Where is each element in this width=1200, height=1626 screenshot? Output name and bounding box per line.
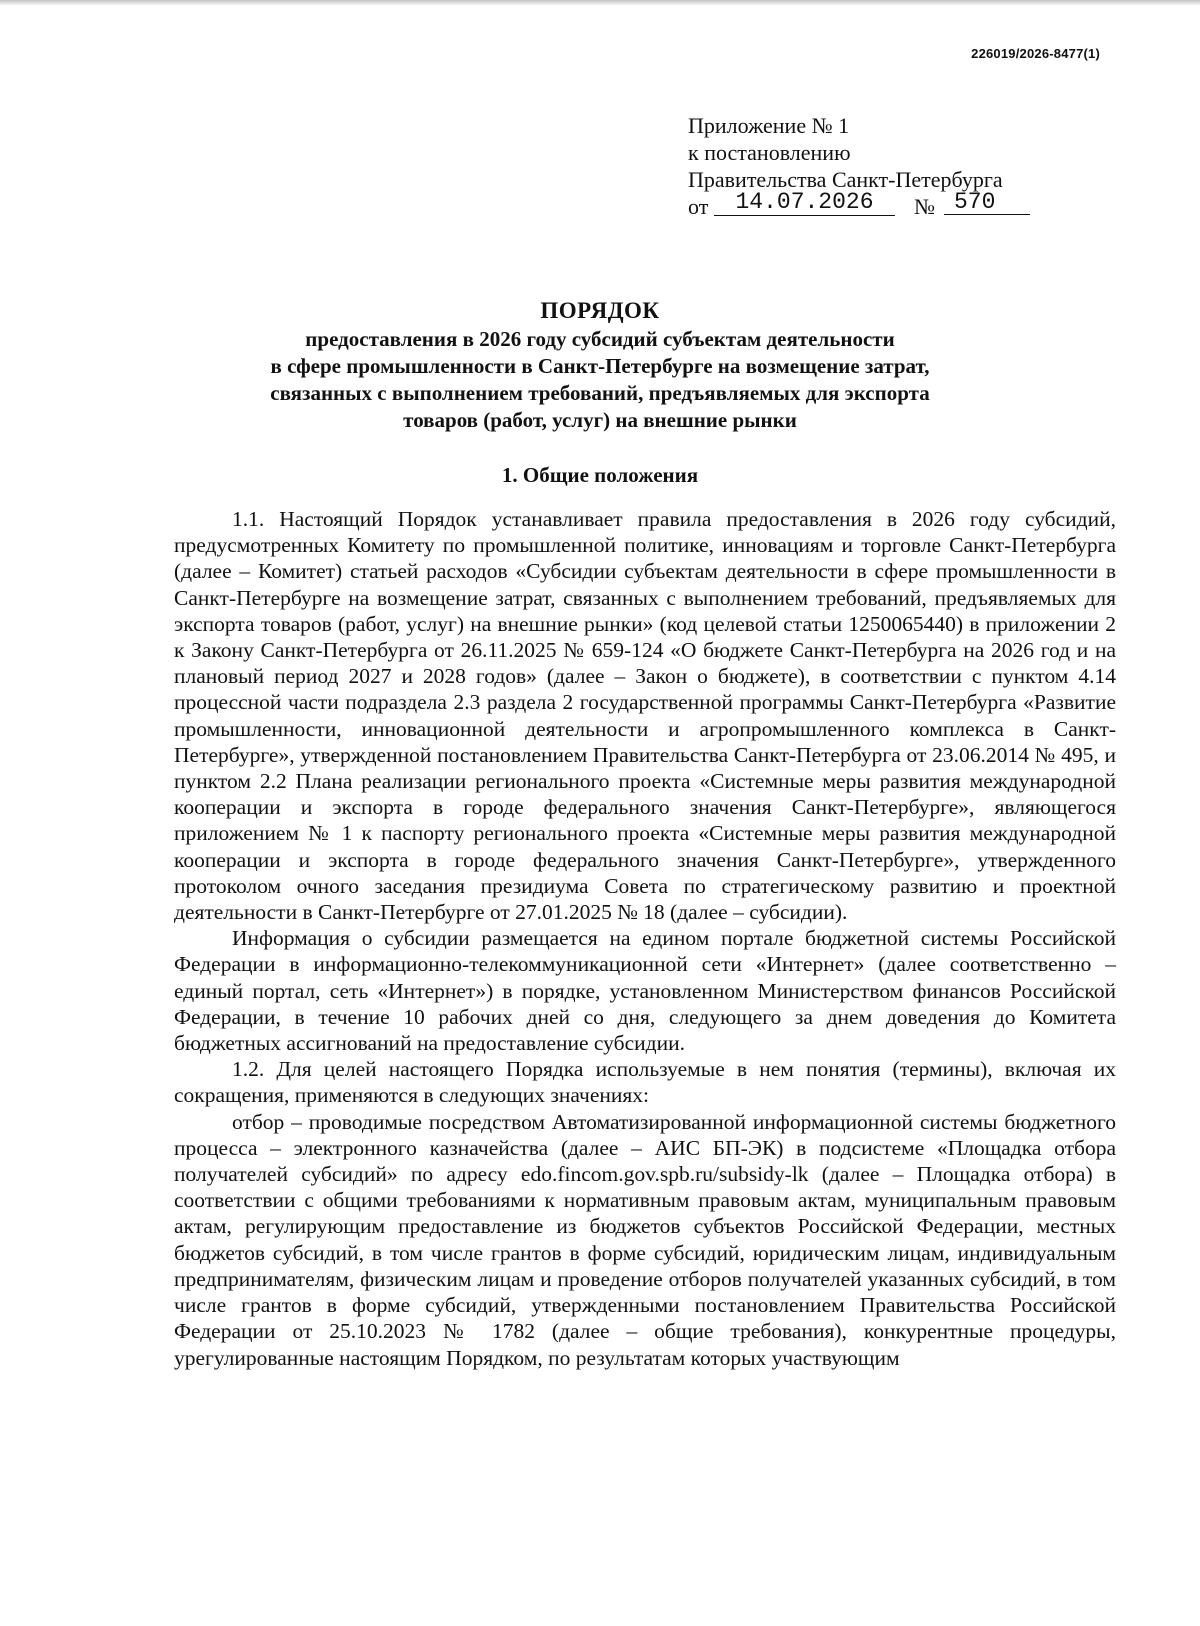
document-title (0, 296, 1200, 434)
appendix-line-2: к постановлению (688, 140, 851, 165)
title-subtitle-line: товаров (работ, услуг) на внешние рынки (403, 408, 797, 432)
registration-number: 226019/2026-8477(1) (971, 46, 1100, 61)
appendix-line-1: Приложение № 1 (688, 113, 850, 138)
paragraph: отбор – проводимые посредством Автоматизированной информационной системы бюджетного процесса – электронного казначейства (далее – АИС БП-ЭК) в подсистеме «Площадка отбора получателей субсидий» по адресу edo.fincom.gov.spb.ru/subsidy-lk (далее – Площадка отбора) в соответствии с общими требованиями к нормативным правовым актам, муниципальным правовым актам, регулирующим предоставление из бюджетов субъектов Российской Федерации, местных бюджетов субсидий, в том числе грантов в форме субсидий, юридическим лицам, индивидуальным предпринимателям, физическим лицам и проведение отборов получателей указанных субсидий, в том числе грантов в форме субсидий, утвержденными постановлением Правительства Российской Федерации от 25.10.2023 № 1782 (далее – общие требования), конкурентные процедуры, урегулированные настоящим Порядком, по результатам которых участвующим (174, 1109, 1116, 1370)
paragraph: 1.1. Настоящий Порядок устанавливает правила предоставления в 2026 году субсидий, предусмотренных Комитету по промышленной политике, инновациям и торговле Санкт-Петербурга (далее – Комитет) статьей расходов «Субсидии субъектам деятельности в сфере промышленности в Санкт-Петербурге на возмещение затрат, связанных с выполнением требований, предъявляемых для экспорта товаров (работ, услуг) на внешние рынки» (код целевой статьи 1250065440) в приложении 2 к Закону Санкт-Петербурга от 26.11.2025 № 659-124 «О бюджете Санкт-Петербурга на 2026 год и на плановый период 2027 и 2028 годов» (далее – Закон о бюджете), в соответствии с пунктом 4.14 процессной части подраздела 2.3 раздела 2 государственной программы Санкт-Петербурга «Развитие промышленности, инновационной деятельности и агропромышленного комплекса в Санкт-Петербурге», утвержденной постановлением Правительства Санкт-Петербурга от 23.06.2014 № 495, и пунктом 2.2 Плана реализации регионального проекта «Системные меры развития международной кооперации и экспорта в городе федерального значения Санкт-Петербурге», являющегося приложением № 1 к паспорту регионального проекта «Системные меры развития международной кооперации и экспорта в городе федерального значения Санкт-Петербурге», утвержденного протоколом очного заседания президиума Совета по стратегическому развитию и проектной деятельности в Санкт-Петербурге от 27.01.2025 № 18 (далее – субсидии). (174, 507, 1116, 925)
document-date: 14.07.2026 (714, 189, 895, 216)
paragraph: Информация о субсидии размещается на едином портале бюджетной системы Российской Федерации в информационно-телекоммуникационной сети «Интернет» (далее соответственно – единый портал, сеть «Интернет») в порядке, установленном Министерством финансов Российской Федерации, в течение 10 рабочих дней со дня, следующего за днем доведения до Комитета бюджетных ассигнований на предоставление субсидии. (174, 926, 1116, 1056)
title-subtitle-line: в сфере промышленности в Санкт-Петербурге на возмещение затрат, (270, 354, 930, 378)
paragraph: 1.2. Для целей настоящего Порядка используемые в нем понятия (термины), включая их сокращения, применяются в следующих значениях: (174, 1057, 1116, 1108)
number-prefix: № (914, 194, 935, 219)
appendix-line-3: Правительства Санкт-Петербурга (688, 167, 1003, 192)
body-text (174, 506, 1116, 1371)
title-subtitle-line: связанных с выполнением требований, предъявляемых для экспорта (270, 381, 930, 405)
title-subtitle-line: предоставления в 2026 году субсидий субъектам деятельности (305, 327, 895, 351)
date-number-row (688, 189, 1003, 223)
scan-edge (0, 0, 1200, 6)
section-heading: 1. Общие положения (501, 463, 699, 487)
document-number: 570 (944, 189, 1030, 215)
date-prefix: от (688, 194, 709, 219)
appendix-block (688, 112, 1003, 223)
title-heading: ПОРЯДОК (540, 298, 660, 323)
